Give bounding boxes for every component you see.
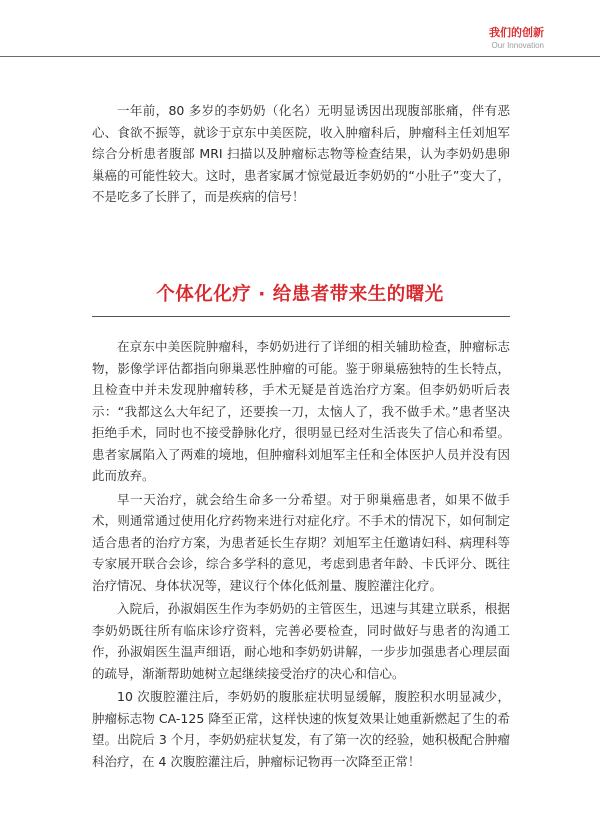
section-heading: 个体化化疗 · 给患者带来生的曙光 xyxy=(156,284,444,305)
body-paragraph: 早一天治疗，就会给生命多一分希望。对于卵巢癌患者，如果不做手术，则通常通过使用化疗药物来进行对症化疗。不手术的情况下，如何制定适合患者的治疗方案，为患者延长生存期？刘旭军主任邀请妇科、病理科等专家展开联合会诊，综合多学科的意见，考虑到患者年龄、卡氏评分、既往治疗情况、身体状况等，建议行个体化低剂量、腹腔灌注化疗。 xyxy=(92,491,510,593)
body-paragraph: 10 次腹腔灌注后，李奶奶的腹胀症状明显缓解，腹腔积水明显减少，肿瘤标志物 CA-125 降至正常，这样快速的恢复效果让她重新燃起了生的希望。出院后 3 个月，李奶奶症状复发，有了第一次的经验，她积极配合肿瘤科治疗，在 4 次腹腔灌注后，肿瘤标记物再一次降至正常！ xyxy=(92,689,510,769)
section-label: 我们的创新 xyxy=(489,26,544,39)
section-label-english: Our Innovation xyxy=(491,41,544,50)
body-paragraph: 入院后，孙淑娟医生作为李奶奶的主管医生，迅速与其建立联系，根据李奶奶既往所有临床诊疗资料，完善必要检查，同时做好与患者的沟通工作，孙淑娟医生温声细语，耐心地和李奶奶讲解，一步步加强患者心理层面的疏导，渐渐帮助她树立起继续接受治疗的决心和信心。 xyxy=(92,601,510,681)
section-divider xyxy=(92,316,510,317)
header-divider xyxy=(0,56,600,57)
intro-paragraph: 一年前，80 多岁的李奶奶（化名）无明显诱因出现腹部胀痛，伴有恶心、食欲不振等，就诊于京东中美医院，收入肿瘤科后，肿瘤科主任刘旭军综合分析患者腹部 MRI 扫描以及肿瘤标志物等检查结果，认为李奶奶患卵巢癌的可能性较大。这时，患者家属才惊觉最近李奶奶的“小肚子”变大了，不是吃多了长胖了，而是疾病的信号！ xyxy=(92,103,510,204)
article-body xyxy=(92,336,510,774)
body-paragraph: 在京东中美医院肿瘤科，李奶奶进行了详细的相关辅助检查，肿瘤标志物，影像学评估都指向卵巢恶性肿瘤的可能。鉴于卵巢癌独特的生长特点，且检查中并未发现肿瘤转移，手术无疑是首选治疗方案。但李奶奶听后表示：“我都这么大年纪了，还要挨一刀，太恼人了，我不做手术。”患者坚决拒绝手术，同时也不接受静脉化疗，很明显已经对生活丧失了信心和希望。患者家属陷入了两难的境地，但肿瘤科刘旭军主任和全体医护人员并没有因此而放弃。 xyxy=(92,339,510,483)
intro-block xyxy=(92,100,510,208)
